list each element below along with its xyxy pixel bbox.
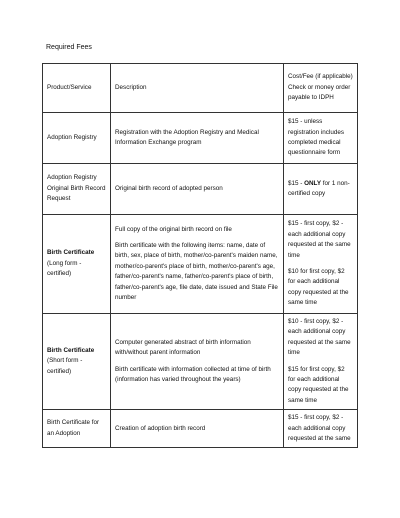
product-name: Birth Certificate <box>47 347 95 355</box>
cost-text: $10 - first copy, $2 - each additional copy requested at the same time <box>288 318 351 357</box>
product-cell: Birth Certificate for an Adoption <box>43 410 111 448</box>
description-text: Creation of adoption birth record <box>115 424 206 432</box>
cost-cell <box>284 164 358 215</box>
product-cell: Adoption Registry <box>43 113 111 164</box>
cost-cell <box>284 113 358 164</box>
description-text: Birth certificate with information collected at time of birth (information has varied throughout the years) <box>115 365 271 384</box>
description-text: Registration with the Adoption Registry and Medical Information Exchange program <box>115 128 259 146</box>
description-cell <box>111 410 284 448</box>
cost-emphasis: ONLY <box>304 179 322 187</box>
table-row <box>43 410 358 448</box>
description-text: Full copy of the original birth record on file <box>115 225 232 233</box>
description-cell <box>111 164 284 215</box>
header-description: Description <box>111 64 284 113</box>
cost-text-suffix: for 1 non-certified copy <box>288 179 350 197</box>
cost-text: $15 - first copy, $2 - each additional copy requested at the same <box>288 414 351 443</box>
product-name: Birth Certificate <box>47 249 95 257</box>
page-heading: Required Fees <box>46 44 92 51</box>
cost-text: $15 for first copy, $2 for each additional copy requested at the same time <box>288 365 349 404</box>
cost-text-prefix: $15 - <box>288 179 305 187</box>
description-cell <box>111 314 284 410</box>
table-row <box>43 113 358 164</box>
description-text: Original birth record of adopted person <box>115 184 223 192</box>
cost-text: $15 - unless registration includes completed medical questionnaire form <box>288 118 345 157</box>
table-row <box>43 314 358 410</box>
product-cell: Adoption Registry Original Birth Record Request <box>43 164 111 215</box>
cost-cell <box>284 215 358 314</box>
description-text: Birth certificate with the following items: name, date of birth, sex, place of birth, mother/co-parent's maiden name, mother/co-parent's place of birth, mother/co-parent's age, father/co-parent's name, father/co-parent's place of birth, father/co-parent's age, file date, date issued and State File number <box>115 241 278 302</box>
product-cell <box>43 314 111 410</box>
description-cell <box>111 113 284 164</box>
header-cost: Cost/Fee (if applicable) Check or money order payable to IDPH <box>284 64 358 113</box>
cost-cell <box>284 314 358 410</box>
product-note: (Long form - certified) <box>47 259 82 278</box>
table-header-row <box>43 64 358 113</box>
cost-text: $15 - first copy, $2 - each additional copy requested at the same time <box>288 220 351 259</box>
product-note: (Short form - certified) <box>47 357 83 375</box>
cost-cell <box>284 410 358 448</box>
fees-table <box>42 63 358 448</box>
table-row <box>43 164 358 215</box>
description-cell <box>111 215 284 314</box>
product-cell <box>43 215 111 314</box>
table-row <box>43 215 358 314</box>
description-text: Computer generated abstract of birth information with/without parent information <box>115 338 251 357</box>
header-product: Product/Service <box>43 64 111 113</box>
cost-text: $10 for first copy, $2 for each additional copy requested at the same time <box>288 268 349 307</box>
